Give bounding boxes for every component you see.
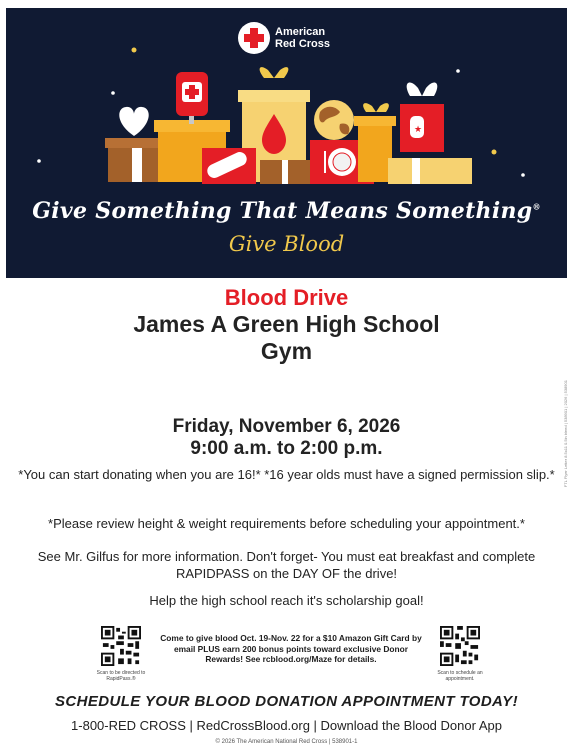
- banner-tagline: Give Something That Means Something®: [32, 198, 541, 224]
- bandage-gift-icon: [202, 148, 256, 184]
- sparkle-icon: [521, 173, 525, 177]
- globe-icon: [314, 100, 354, 140]
- event-date: Friday, November 6, 2026: [172, 416, 401, 437]
- logo-line2: Red Cross: [275, 38, 331, 50]
- sparkle-icon: [492, 150, 497, 155]
- schedule-cta: SCHEDULE YOUR BLOOD DONATION APPOINTMENT TODAY!: [55, 693, 518, 710]
- print-code: [563, 380, 571, 710]
- gifts-illustration: [6, 8, 567, 198]
- school-name: James A Green High School: [133, 311, 440, 337]
- qr-left-caption: Scan to be directed to RapidPass.®: [96, 670, 146, 682]
- registered-mark: ®: [532, 201, 541, 212]
- event-location: [0, 311, 573, 365]
- requirements-note: *Please review height & weight requirements before scheduling your appointment.*: [48, 516, 525, 531]
- sparkle-icon: [111, 91, 115, 95]
- dog-tag-gift-icon: [400, 82, 444, 152]
- qr-right-caption: Scan to schedule an appointment.: [437, 670, 483, 682]
- schedule-qr-code[interactable]: [440, 626, 480, 666]
- sparkle-icon: [456, 69, 460, 73]
- banner-subtitle: Give Blood: [228, 232, 345, 256]
- copyright: © 2026 The American National Red Cross | 538901-1: [215, 739, 358, 745]
- info-note: See Mr. Gilfus for more information. Don't forget- You must eat breakfast and complete RAPIDPASS on the DAY OF the drive!: [37, 549, 536, 581]
- hero-banner: [6, 8, 567, 278]
- event-time: 9:00 a.m. to 2:00 p.m.: [190, 438, 383, 459]
- svg-text:★: ★: [414, 125, 423, 135]
- age-note: *You can start donating when you are 16!* *16 year olds must have a signed permission slip.*: [18, 467, 555, 482]
- sparkle-icon: [37, 159, 41, 163]
- yellow-gift-icon: [388, 158, 472, 184]
- event-title: Blood Drive: [224, 285, 349, 310]
- rapidpass-qr-code[interactable]: [101, 626, 141, 666]
- school-room: Gym: [260, 338, 313, 364]
- goal-note: Help the high school reach it's scholarship goal!: [149, 593, 424, 608]
- print-code-text: FTL Flyer Letter 8.5x11 0.5in bleed | 538901 | 2026 | 538901: [563, 380, 568, 488]
- sparkle-icon: [132, 48, 137, 53]
- promo-text: Come to give blood Oct. 19-Nov. 22 for a $10 Amazon Gift Card by email PLUS earn 200 bonus points toward exclusive Donor Rewards! See rcblood.org/Maze for details.: [160, 633, 422, 664]
- contact-line: 1-800-RED CROSS | RedCrossBlood.org | Download the Blood Donor App: [71, 718, 502, 733]
- logo-line1: American: [275, 26, 326, 38]
- blood-bag-icon: [176, 72, 208, 124]
